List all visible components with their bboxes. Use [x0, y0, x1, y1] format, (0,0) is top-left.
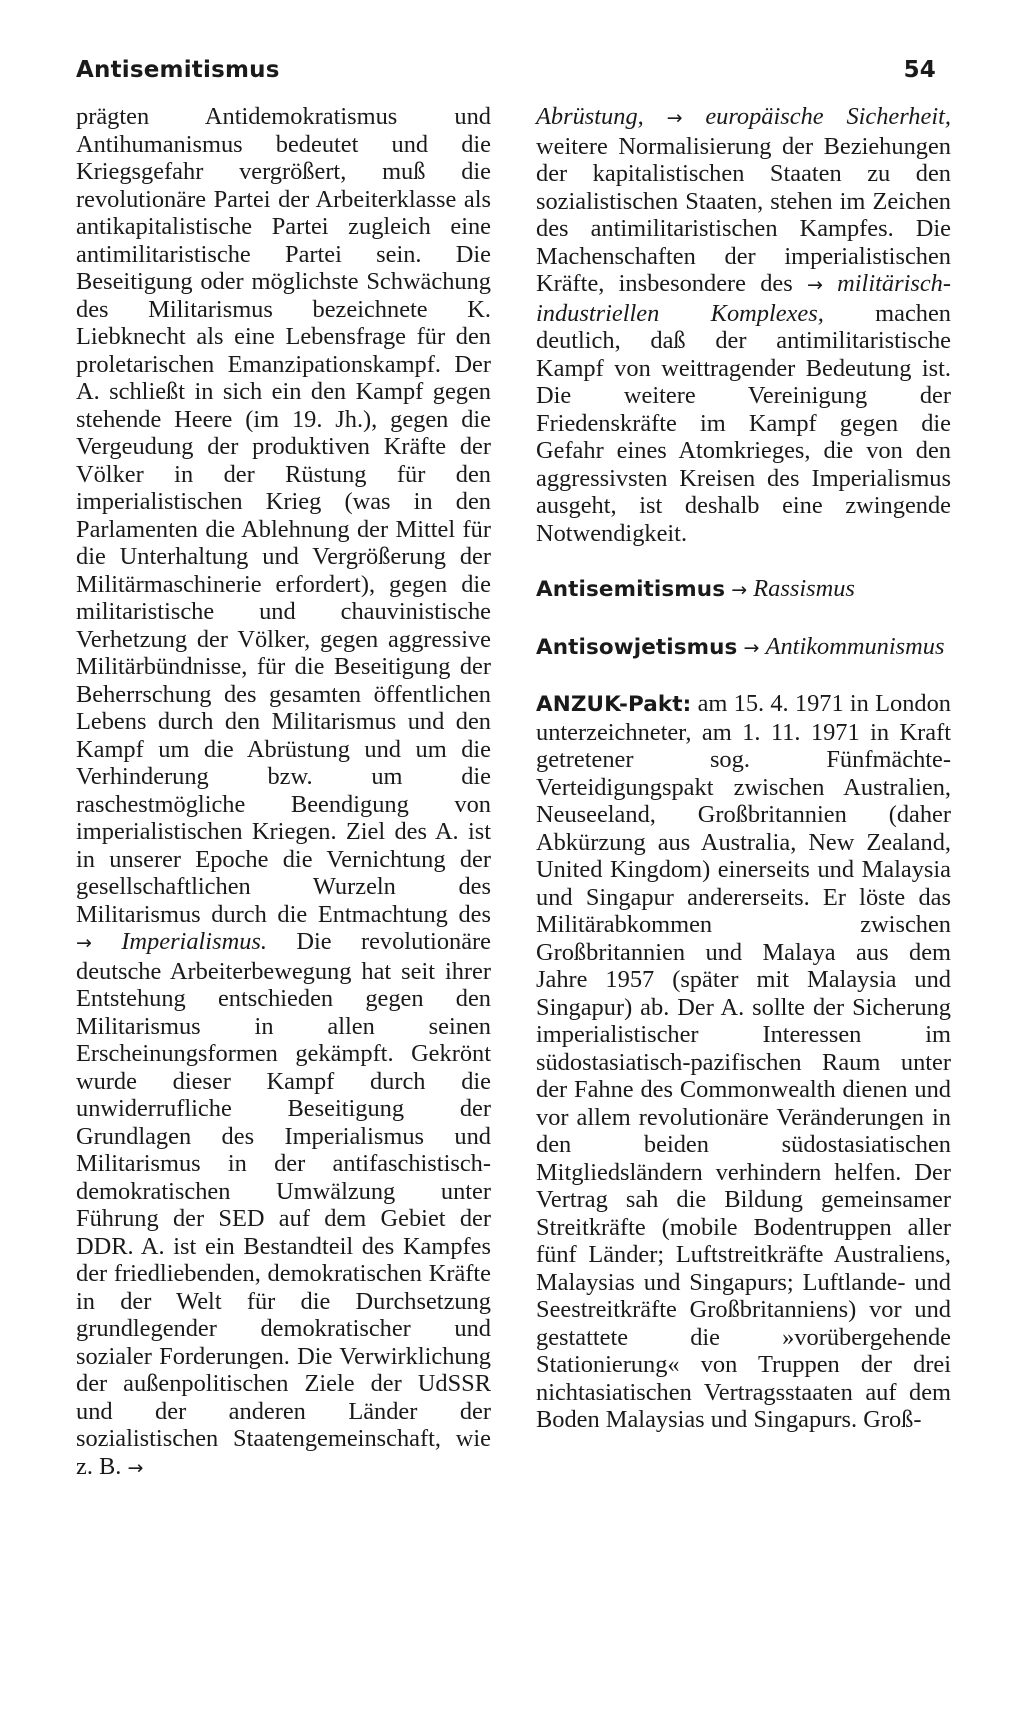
cross-reference-arrow-icon: → — [731, 579, 748, 601]
entry-antisowjetismus — [536, 633, 951, 663]
entry-antimilitarismus-end — [536, 103, 951, 547]
entry-antisemitismus — [536, 575, 951, 605]
running-head: Antisemitismus — [76, 57, 280, 83]
entry-lemma: ANZUK-Pakt: — [536, 692, 692, 717]
page-number: 54 — [903, 57, 936, 83]
cross-reference-arrow-icon: → — [127, 1456, 144, 1479]
left-column — [76, 103, 491, 1482]
body-text: am 15. 4. 1971 in London unterzeichneter, am 1. 11. 1971 in Kraft getretener sog. Fünfmächte-Verteidigungspakt zwischen Australien, Neuseeland, Großbritannien (daher Abkürzung aus Australia, New Zealand, United Kingdom) einerseits und Malaysia und Singapur andererseits. Er löste das Militärabkommen zwischen Großbritannien und Malaya aus dem Jahre 1957 (später mit Malaysia und Singapur) ab. Der A. sollte der Sicherung imperialistischer Interessen im südostasiatisch-pazifischen Raum unter der Fahne des Commonwealth dienen und vor allem revolutionäre Veränderungen in den beiden südostasiatischen Mitgliedsländern verhindern helfen. Der Vertrag sah die Bildung gemeinsamer Streitkräfte (mobile Bodentruppen aller fünf Länder; Luftstreitkräfte Australiens, Malaysias und Singapurs; Luftlande- und Seestreitkräfte Großbritanniens) vor und gestattete die »vorübergehende Stationierung« von Truppen der drei nichtasiatischen Vertragsstaaten auf dem Boden Malaysias und Singapurs. Groß- — [536, 690, 951, 1433]
body-text: prägten Antidemokratismus und Antihumanismus bedeutet und die Kriegsgefahr vergrößert, muß die revolutionäre Partei der Arbeiterklasse als antikapitalistische Partei zugleich eine antimilitaristische Partei sein. Die Beseitigung oder möglichste Schwächung des Militarismus bezeichnete K. Liebknecht als eine Lebensfrage für den proletarischen Emanzipationskampf. Der A. schließt in sich ein den Kampf gegen stehende Heere (im 19. Jh.), gegen die Vergeudung der produktiven Kräfte der Völker in der Rüstung für den imperialistischen Krieg (was in den Parlamenten die Ablehnung der Mittel für die Unterhaltung und Vergrößerung der Militärmaschinerie erfordert), gegen die militaristische und chauvinistische Verhetzung der Völker, gegen aggressive Militärbündnisse, für die Beseitigung der Beherrschung des gesamten öffentlichen Lebens durch den Militarismus und den Kampf um die Abrüstung und um die Verhinderung bzw. um die raschestmögliche Beendigung von imperialistischen Kriegen. Ziel des A. ist in unserer Epoche die Vernichtung der gesellschaftlichen Wurzeln des Militarismus durch die Entmachtung des — [76, 103, 491, 928]
cross-reference-arrow-icon: → — [806, 274, 823, 296]
cross-reference-arrow-icon: → — [743, 636, 760, 659]
entry-lemma: Antisowjetismus — [536, 634, 738, 660]
entry-antimilitarismus-continued — [76, 103, 491, 1482]
cross-reference-arrow-icon: → — [666, 107, 683, 129]
body-text: machen deutlich, daß der antimilitaristische Kampf von weittragender Bedeutung ist. Die weitere Vereinigung der Friedenskräfte im Kampf gegen die Gefahr eines Atomkrieges, die von den aggressivsten Kreisen des Imperialismus ausgeht, ist deshalb eine zwingende Notwendigkeit. — [536, 299, 952, 547]
cross-reference: militärisch-industriellen Komplexes, — [536, 270, 951, 327]
entry-lemma: Antisemitismus — [536, 577, 726, 602]
body-text: Die revolutionäre deutsche Arbeiterbewegung hat seit ihrer Entstehung entschieden gegen den Militarismus in allen seinen Erscheinungsformen gekämpft. Gekrönt wurde dieser Kampf durch die unwiderrufliche Beseitigung der Grundlagen des Imperialismus und Militarismus in der antifaschistisch-demokratischen Umwälzung unter Führung der SED auf dem Gebiet der DDR. A. ist ein Bestandteil des Kampfes der friedliebenden, demokratischen Kräfte in der Welt für die Durchsetzung grundlegender demokratischer und sozialer Forderungen. Die Verwirklichung der außenpolitischen Ziele der UdSSR und der anderen Länder der sozialistischen Staatengemeinschaft, wie z. B. — [76, 928, 491, 1480]
body-text: weitere Normalisierung der Beziehungen der kapitalistischen Staaten zu den sozialistischen Staaten, stehen im Zeichen des antimilitaristischen Kampfes. Die Machenschaften der imperialistischen Kräfte, insbesondere des — [536, 132, 951, 297]
cross-reference: Rassismus — [753, 575, 855, 602]
cross-reference: Antikommunismus — [765, 632, 945, 660]
entry-anzuk-pakt — [536, 690, 951, 1434]
cross-reference: Imperialismus. — [121, 928, 267, 955]
right-column — [536, 103, 951, 1434]
cross-reference: europäische Sicherheit, — [705, 103, 951, 130]
cross-reference: Abrüstung, — [536, 103, 644, 130]
cross-reference-arrow-icon: → — [76, 932, 92, 954]
